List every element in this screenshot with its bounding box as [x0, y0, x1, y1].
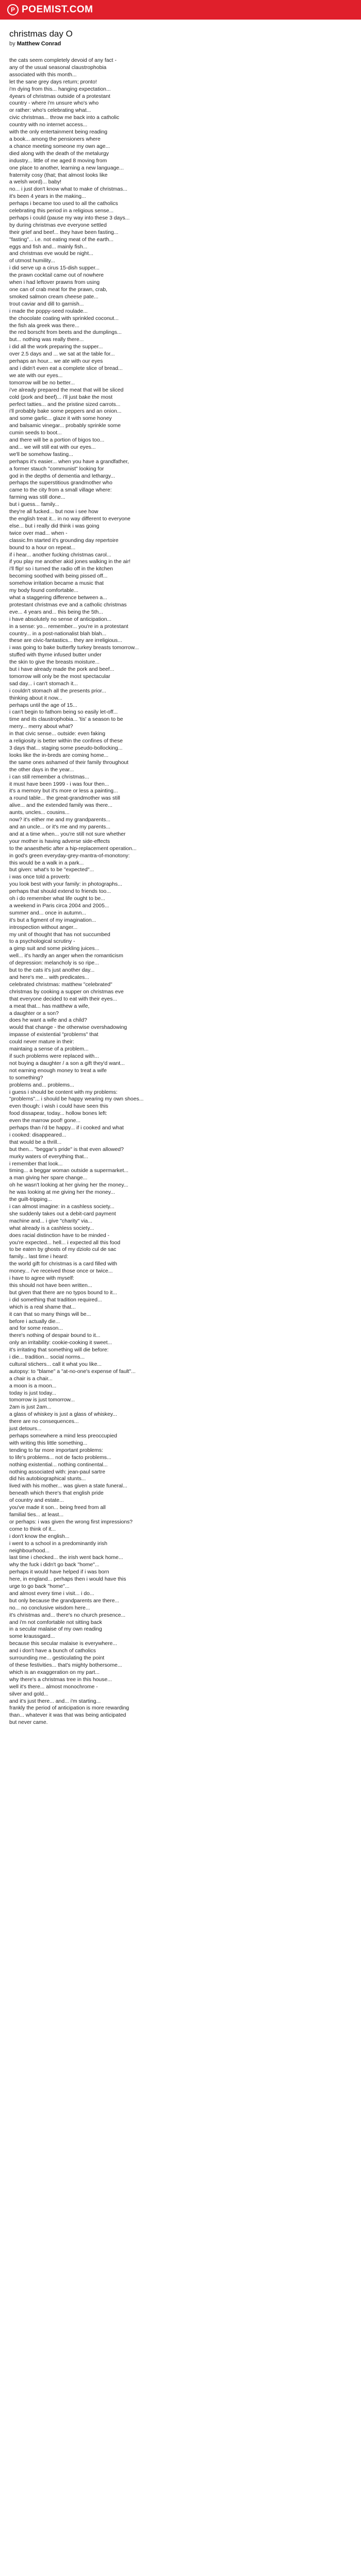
poem-line: the chocolate coating with sprinkled coconut...: [9, 315, 119, 321]
poem-line: does he want a wife and a child?: [9, 1018, 87, 1024]
poem-line: why the fuck i didn't go back "home"...: [9, 1562, 100, 1568]
poem-line: in a sense: yo... remember... you're in a protestant: [9, 623, 128, 630]
poem-line: oh he wasn't looking at her giving her the money...: [9, 1182, 128, 1189]
poem-line: the red borscht from beets and the dumplings...: [9, 330, 122, 336]
poem-line: the other days in the year...: [9, 767, 74, 773]
poem-line: but given that there are no typos bound to it...: [9, 1290, 118, 1296]
poem-line: farming was still done...: [9, 495, 65, 501]
poem-line: than... whatever it was that was being anticipated: [9, 1713, 126, 1719]
poem-line: and there will be a portion of bigos too...: [9, 437, 105, 444]
poem-line: bound to a hour on repeat...: [9, 545, 76, 551]
poem-line: it's irritating that something will die before:: [9, 1347, 109, 1353]
poem-line: problems and... problems...: [9, 1082, 74, 1088]
poem-line: one place to another, learning a new language...: [9, 165, 124, 171]
poem-line: frankly the period of anticipation is more rewarding: [9, 1705, 129, 1711]
poem-line: does racial distinction have to be minded -: [9, 1232, 110, 1239]
poem-line: perhaps an hour... we ate with our eyes: [9, 359, 103, 365]
poem-line: maintaing a sense of a problem...: [9, 1046, 89, 1053]
poem-line: any of the usual seasonal claustrophobia: [9, 64, 107, 71]
poem-line: i did something that tradition required...: [9, 1297, 102, 1303]
poem-line: i couldn't stomach all the presents prior...: [9, 688, 106, 694]
poem-line: looks like the in-breds are coming home...: [9, 752, 109, 758]
poem-line: country with no internet access...: [9, 122, 88, 128]
poem-line: silver and gold...: [9, 1691, 48, 1697]
poem-line: twice over mad... when -: [9, 530, 68, 536]
poem-line: else... but i really did think i was going: [9, 523, 100, 529]
poem-line: and here's me... with predicates...: [9, 975, 90, 980]
poem-line: he was looking at me giving her the money...: [9, 1190, 115, 1196]
poem-line: that would be a thrill...: [9, 1139, 62, 1145]
poem-line: celebrated christmas: matthew "celebrated": [9, 981, 112, 988]
poem-line: thinking about it now...: [9, 695, 62, 701]
poem-line: money... i've received those once or twice...: [9, 1268, 113, 1275]
poem-line: the fish ala greek was there...: [9, 323, 79, 329]
poem-line: i can't begin to fathom being so easily let-off...: [9, 709, 118, 716]
poem-line: or rather: who's celebrating what...: [9, 108, 91, 114]
poem-line: before i actually die...: [9, 1318, 60, 1325]
poem-line: perhaps it's easier... when you have a grandfather,: [9, 459, 129, 465]
poem-line: even the marrow poof! gone...: [9, 1118, 81, 1124]
poem-line: surrounding me... gesticulating the point: [9, 1655, 105, 1662]
poem-line: of these festivities... that's mighty bothersome...: [9, 1663, 122, 1668]
poem-line: i cooked: disappeared...: [9, 1132, 67, 1138]
poem-line: they're all fucked... but now i see how: [9, 509, 99, 515]
author-link[interactable]: Matthew Conrad: [17, 41, 61, 47]
poem-line: the cats seem completely devoid of any fact -: [9, 58, 117, 63]
poem-line: it's been 4 years in the making...: [9, 194, 86, 200]
poem-line: "fasting"... i.e. not eating meat of the earth...: [9, 236, 114, 243]
site-name: POEMIST.COM: [22, 4, 93, 15]
poem-line: but i guess... family...: [9, 502, 59, 508]
poem-line: well... it's hardly an anger when the romanticism: [9, 953, 123, 959]
poem-line: some kraussgard...: [9, 1634, 55, 1640]
poem-line: one can of crab meat for the prawn, crab,: [9, 287, 108, 293]
poem-line: in a secular malaise of my own reading: [9, 1626, 102, 1633]
poem-line: i did all the work preparing the supper...: [9, 344, 103, 350]
poem-body: [9, 57, 352, 1726]
poem-line: the same ones ashamed of their family throughout: [9, 759, 129, 766]
poem-line: if you play me another akid jones walking in the air!: [9, 559, 131, 565]
poem-line: "problems"... i should be happy wearing my own shoes...: [9, 1096, 144, 1103]
poem-line: of depression: melancholy is so ripe...: [9, 960, 99, 967]
poem-line: eve... 4 years and... this being the 5th...: [9, 609, 103, 615]
poem-line: a chair is a chair...: [9, 1376, 53, 1382]
poem-line: but given: what's to be "expected"...: [9, 867, 94, 873]
poem-article: [0, 20, 361, 1726]
poem-line: and i don't have a bunch of catholics: [9, 1648, 96, 1654]
poem-line: today is just today...: [9, 1390, 57, 1396]
poem-line: i'll flip! so i turned the radio off in the kitchen: [9, 566, 113, 572]
poem-line: this should not have been written...: [9, 1282, 92, 1289]
poem-line: i can still remember a christmas...: [9, 774, 89, 780]
poem-line: christmas by cooking a supper on christmas eve: [9, 989, 124, 995]
poem-line: let the sane grey days return; pronto!: [9, 79, 97, 85]
poem-line: why there's a christmas tree in this house...: [9, 1676, 112, 1683]
poem-line: i guess i should be content with my problems:: [9, 1089, 118, 1095]
poem-line: tomorrow will be no better...: [9, 380, 75, 386]
poemist-logo-icon: P: [7, 4, 19, 15]
poem-line: but only because the grandparents are there...: [9, 1598, 120, 1604]
poem-line: fraternity cosy (that; that almost looks like: [9, 172, 108, 178]
poem-line: what already is a cashless society...: [9, 1225, 94, 1231]
poem-line: perhaps the superstitious grandmother who: [9, 480, 112, 486]
poem-line: and it's just there... and... i'm starting...: [9, 1698, 101, 1704]
poem-line: machine and... i give "charity" via...: [9, 1218, 92, 1224]
poem-line: and balsamic vinegar... probably sprinkle some: [9, 423, 121, 429]
poem-line: in god's green everyday-grey-mantra-of-monotony:: [9, 853, 130, 859]
poem-line: when i had leftover prawns from using: [9, 280, 100, 286]
poem-line: a gimp suit and some pickling juices...: [9, 946, 100, 952]
poem-line: somehow irritation became a music that: [9, 581, 104, 587]
poem-line: now? it's either me and my grandparents...: [9, 817, 111, 823]
poem-line: stuffed with thyme infused butter under: [9, 652, 102, 658]
poem-line: cultural stichers... call it what you like...: [9, 1361, 102, 1367]
poem-line: i went to a school in a predominantly irish: [9, 1540, 108, 1547]
poem-line: which is a real shame that...: [9, 1304, 76, 1310]
poem-line: but then... "beggar's pride" is that even allowed?: [9, 1146, 124, 1153]
poem-line: and some garlic... glaze it with some honey: [9, 416, 112, 422]
poem-line: and i didn't even eat a complete slice of bread...: [9, 365, 123, 371]
poem-line: to the anaesthetic after a hip-replacement operation...: [9, 845, 137, 852]
poem-line: perhaps i became too used to all the catholics: [9, 201, 118, 207]
poem-line: aunts, uncles... cousins...: [9, 810, 70, 816]
poem-line: classic.fm started it's grounding day repertoire: [9, 537, 119, 544]
poem-line: urge to go back "home"...: [9, 1584, 70, 1590]
poem-line: neighbourhood...: [9, 1548, 50, 1554]
poem-line: the world gift for christmas is a card filled with: [9, 1261, 118, 1267]
poem-line: perhaps i could (pause my way into these 3 days...: [9, 215, 130, 221]
poem-line: trout caviar and dill to garnish...: [9, 301, 84, 307]
poem-line: there are no consequences...: [9, 1419, 79, 1425]
poem-line: a glass of whiskey is just a glass of whiskey...: [9, 1412, 117, 1418]
poem-line: perfect tatties... and the pristine sized carrots...: [9, 401, 121, 408]
poem-line: by during christmas eve everyone settled: [9, 222, 107, 228]
poem-line: with writing this little something...: [9, 1440, 88, 1446]
poem-line: a daughter or a son?: [9, 1010, 59, 1016]
poem-line: god in the depths of dementia and lethargy...: [9, 473, 115, 479]
poem-line: alive... and the extended family was there...: [9, 803, 112, 809]
poem-line: that everyone decided to eat with their eyes...: [9, 996, 118, 1002]
poem-line: a meat that... has matthew a wife,: [9, 1003, 90, 1009]
poem-line: in that civic sense... outside: even faking: [9, 731, 105, 737]
poem-line: to be eaten by ghosts of my dziolo cul de sac: [9, 1247, 117, 1253]
poem-line: and... we will still eat with our eyes...: [9, 444, 96, 450]
poem-line: oh i do remember what life ought to be...: [9, 896, 105, 902]
poem-line: last time i checked... the irish went back home...: [9, 1555, 123, 1561]
poem-line: come to think of it...: [9, 1526, 56, 1532]
poem-line: which is an exaggeration on my part...: [9, 1669, 100, 1675]
poem-line: tending to far more important problems:: [9, 1447, 103, 1453]
poem-line: but never came.: [9, 1720, 48, 1726]
poem-line: but to the cats it's just another day...: [9, 968, 95, 974]
poem-line: nothing existential... nothing continental...: [9, 1462, 108, 1468]
poem-line: it's but a figment of my imagination...: [9, 917, 96, 923]
poem-line: merry... merry about what?: [9, 724, 73, 730]
poem-line: you look best with your family: in photographs...: [9, 882, 122, 888]
poem-line: died along with the death of the metalurgy: [9, 150, 109, 157]
poem-line: we'll be somehow fasting...: [9, 451, 73, 457]
poem-byline: [9, 41, 352, 47]
poem-line: 4years of christmas outside of a protestant: [9, 93, 110, 99]
poem-line: i did serve up a cirus 15-dish supper...: [9, 265, 100, 272]
poem-line: i die... tradition... social norms...: [9, 1354, 85, 1361]
poem-line: here, in england... perhaps then i would have this: [9, 1577, 126, 1583]
poem-line: tomorrow is just tomorrow...: [9, 1397, 75, 1403]
poem-line: and almost every time i visit... i do...: [9, 1590, 94, 1597]
poem-line: familial ties... at least...: [9, 1512, 64, 1518]
poem-line: murky waters of everything that...: [9, 1154, 89, 1160]
poem-line: a former stauch "communist" looking for: [9, 466, 104, 472]
poem-line: she suddenly takes out a debit-card payment: [9, 1211, 116, 1217]
poem-line: and at a time when... you're still not sure whether: [9, 831, 126, 837]
poem-line: the guilt-tripping...: [9, 1197, 52, 1203]
poem-line: you've made it son... being freed from all: [9, 1505, 106, 1511]
poem-line: beneath which there's that english pride: [9, 1490, 104, 1497]
poem-line: these are civic-fantastics... they are irreligious...: [9, 638, 122, 644]
poem-line: and christmas eve would be night...: [9, 251, 93, 257]
poem-line: over 2.5 days and ... we sat at the table for...: [9, 351, 115, 358]
poem-line: i made the poppy-seed roulade...: [9, 308, 88, 314]
poem-line: because this secular malaise is everywhere...: [9, 1641, 118, 1647]
site-logo-link[interactable]: [7, 4, 93, 15]
poem-line: food dissapear, today... hollow bones left:: [9, 1111, 107, 1117]
poem-line: i was once told a proverb:: [9, 874, 71, 880]
poem-line: i was going to bake butterfly turkey breasts tomorrow...: [9, 645, 139, 651]
poem-line: country... in a post-nationalist blah blah...: [9, 631, 107, 637]
poem-line: of country and estate...: [9, 1498, 64, 1504]
poem-line: a welsh word)... baby!: [9, 179, 62, 185]
poem-line: no... no conclusive wisdom here...: [9, 1605, 90, 1611]
poem-line: becoming soothed with being pissed off...: [9, 573, 108, 580]
poem-line: tomorrow will only be the most spectacular: [9, 673, 110, 680]
poem-line: it's a memory but it's more or less a painting...: [9, 788, 118, 794]
poem-line: your mother is having adverse side-effects: [9, 838, 110, 844]
poem-line: a round table... the great-grandmother was still: [9, 795, 120, 802]
poem-line: but... nothing was really there...: [9, 337, 84, 343]
poem-line: cumin seeds to boot...: [9, 430, 62, 436]
poem-line: country - where i'm unsure who's who: [9, 100, 99, 107]
poem-line: perhaps it would have helped if i was born: [9, 1569, 109, 1575]
poem-line: a chance meeting someone my own age...: [9, 143, 110, 149]
poem-title: christmas day O: [9, 29, 73, 39]
byline-prefix: by: [9, 41, 15, 47]
poem-line: perhaps somewhere a mind less preoccupied: [9, 1433, 118, 1439]
poem-line: you're expected... hell... i expected all this food: [9, 1240, 121, 1246]
poem-line: eggs and fish and... mainly fish...: [9, 244, 88, 250]
poem-line: of utmost humility...: [9, 258, 55, 264]
poem-line: time and its claustrophobia... 'tis' a season to be: [9, 717, 123, 723]
poem-line: or perhaps: i was given the wrong first impressions?: [9, 1519, 133, 1525]
poem-line: their grief and beef... they have been fasting...: [9, 229, 119, 235]
poem-line: my unit of thought that has not succumbed: [9, 931, 110, 938]
poem-line: to a psychological scrutiny -: [9, 939, 75, 945]
poem-line: just detours...: [9, 1426, 42, 1432]
poem-line: no... i just don't know what to make of christmas...: [9, 187, 127, 193]
poem-line: and an uncle... or it's me and my parents...: [9, 824, 111, 830]
poem-line: not buying a daughter / a son a gift they'd want...: [9, 1060, 125, 1066]
poem-line: autopsy: to "blame" a "at-no-one's expense of fault"...: [9, 1368, 136, 1375]
poem-line: celebrating this period in a religious sense...: [9, 208, 114, 214]
poem-line: cold (pork and beef)... i'll just bake the most: [9, 394, 113, 400]
poem-line: i'm dying from this... hanging expectation...: [9, 86, 111, 92]
poem-line: timing... a beggar woman outside a supermarket...: [9, 1168, 129, 1174]
poem-line: my body found comfortable...: [9, 588, 78, 594]
poem-line: well it's there... almost monochrome -: [9, 1684, 98, 1690]
poem-line: 3 days that... staging some pseudo-bollocking...: [9, 745, 123, 751]
poem-line: if i hear... another fucking christmas carol...: [9, 552, 111, 558]
poem-line: but i have already made the pork and beef...: [9, 667, 114, 673]
poem-line: a moon is a moon...: [9, 1383, 57, 1389]
poem-line: it's christmas and... there's no church presence...: [9, 1612, 126, 1618]
poem-line: the prawn cocktail came out of nowhere: [9, 273, 104, 279]
poem-line: family... last time i heard:: [9, 1254, 69, 1260]
poem-line: i'll probably bake some peppers and an onion...: [9, 409, 122, 415]
poem-line: a man giving her spare change...: [9, 1175, 88, 1181]
poem-line: came to the city from a small village where:: [9, 487, 112, 494]
poem-line: a weekend in Paris circa 2004 and 2005...: [9, 903, 109, 909]
poem-line: perhaps than i'd be happy... if i cooked and what: [9, 1125, 124, 1131]
poem-line: would that change - the otherwise overshadowing: [9, 1025, 127, 1031]
poem-line: did his autobiographical stunts...: [9, 1476, 86, 1482]
poem-line: i remember that look...: [9, 1161, 63, 1167]
poem-line: the skin to give the breasts moisture...: [9, 659, 100, 666]
poem-line: could never mature in their:: [9, 1039, 74, 1045]
poem-line: introspection without anger...: [9, 924, 78, 930]
poem-line: the english treat it... in no way different to everyone: [9, 516, 130, 522]
site-header: [0, 0, 361, 20]
poem-line: not earning enough money to treat a wife: [9, 1067, 107, 1074]
poem-line: it must have been 1999 - i was four then...: [9, 781, 109, 787]
poem-line: civic christmas... throw me back into a catholic: [9, 115, 120, 121]
poem-line: and i'm not comfortable not sitting back: [9, 1619, 102, 1625]
poem-line: and for some reason...: [9, 1326, 63, 1332]
poem-line: to something?: [9, 1075, 43, 1081]
poem-line: it can that so many things will be...: [9, 1311, 91, 1317]
poem-line: summer and... once in autumn...: [9, 910, 87, 916]
poem-line: i don't know the english...: [9, 1533, 70, 1539]
poem-line: even though: i wish i could have seen this: [9, 1104, 108, 1110]
poem-line: to life's problems... not de facto problems...: [9, 1454, 111, 1461]
poem-line: i've already prepared the meat that will be sliced: [9, 387, 124, 393]
poem-line: with the only entertainment being reading: [9, 129, 108, 135]
poem-line: there's nothing of despair bound to it...: [9, 1333, 101, 1339]
poem-line: lived with his mother... was given a state funeral...: [9, 1483, 127, 1489]
poem-line: perhaps that should extend to friends too...: [9, 889, 111, 895]
poem-line: i can almost imagine: in a cashless society...: [9, 1204, 114, 1210]
poem-line: protestant christmas eve and a catholic christmas: [9, 602, 127, 608]
poem-line: what a staggering difference between a...: [9, 595, 107, 601]
poem-line: sad day... i can't stomach it...: [9, 681, 78, 687]
poem-line: we ate with our eyes...: [9, 372, 63, 379]
poem-line: associated with this month...: [9, 72, 77, 78]
poem-line: i have to agree with myself:: [9, 1276, 74, 1282]
poem-line: smoked salmon cream cheese pate...: [9, 294, 99, 300]
poem-line: if such problems were replaced with...: [9, 1053, 99, 1059]
poem-line: a religiosity is better within the confines of these: [9, 738, 123, 744]
poem-line: 2am is just 2am...: [9, 1404, 52, 1411]
poem-line: i have absolutely no sense of anticipation...: [9, 616, 112, 622]
poem-line: impasse of existential "problems" that: [9, 1032, 99, 1038]
poem-line: only an irritability: cookie-cooking it sweet...: [9, 1340, 112, 1346]
poem-line: this would be a walk in a park...: [9, 860, 84, 866]
poem-line: perhaps until the age of 15...: [9, 702, 77, 708]
poem-line: industry... little of me aged 8 moving from: [9, 158, 107, 164]
poem-line: a book... among the pensioners where: [9, 136, 101, 142]
poem-line: nothing associated with: jean-paul sartre: [9, 1469, 105, 1475]
